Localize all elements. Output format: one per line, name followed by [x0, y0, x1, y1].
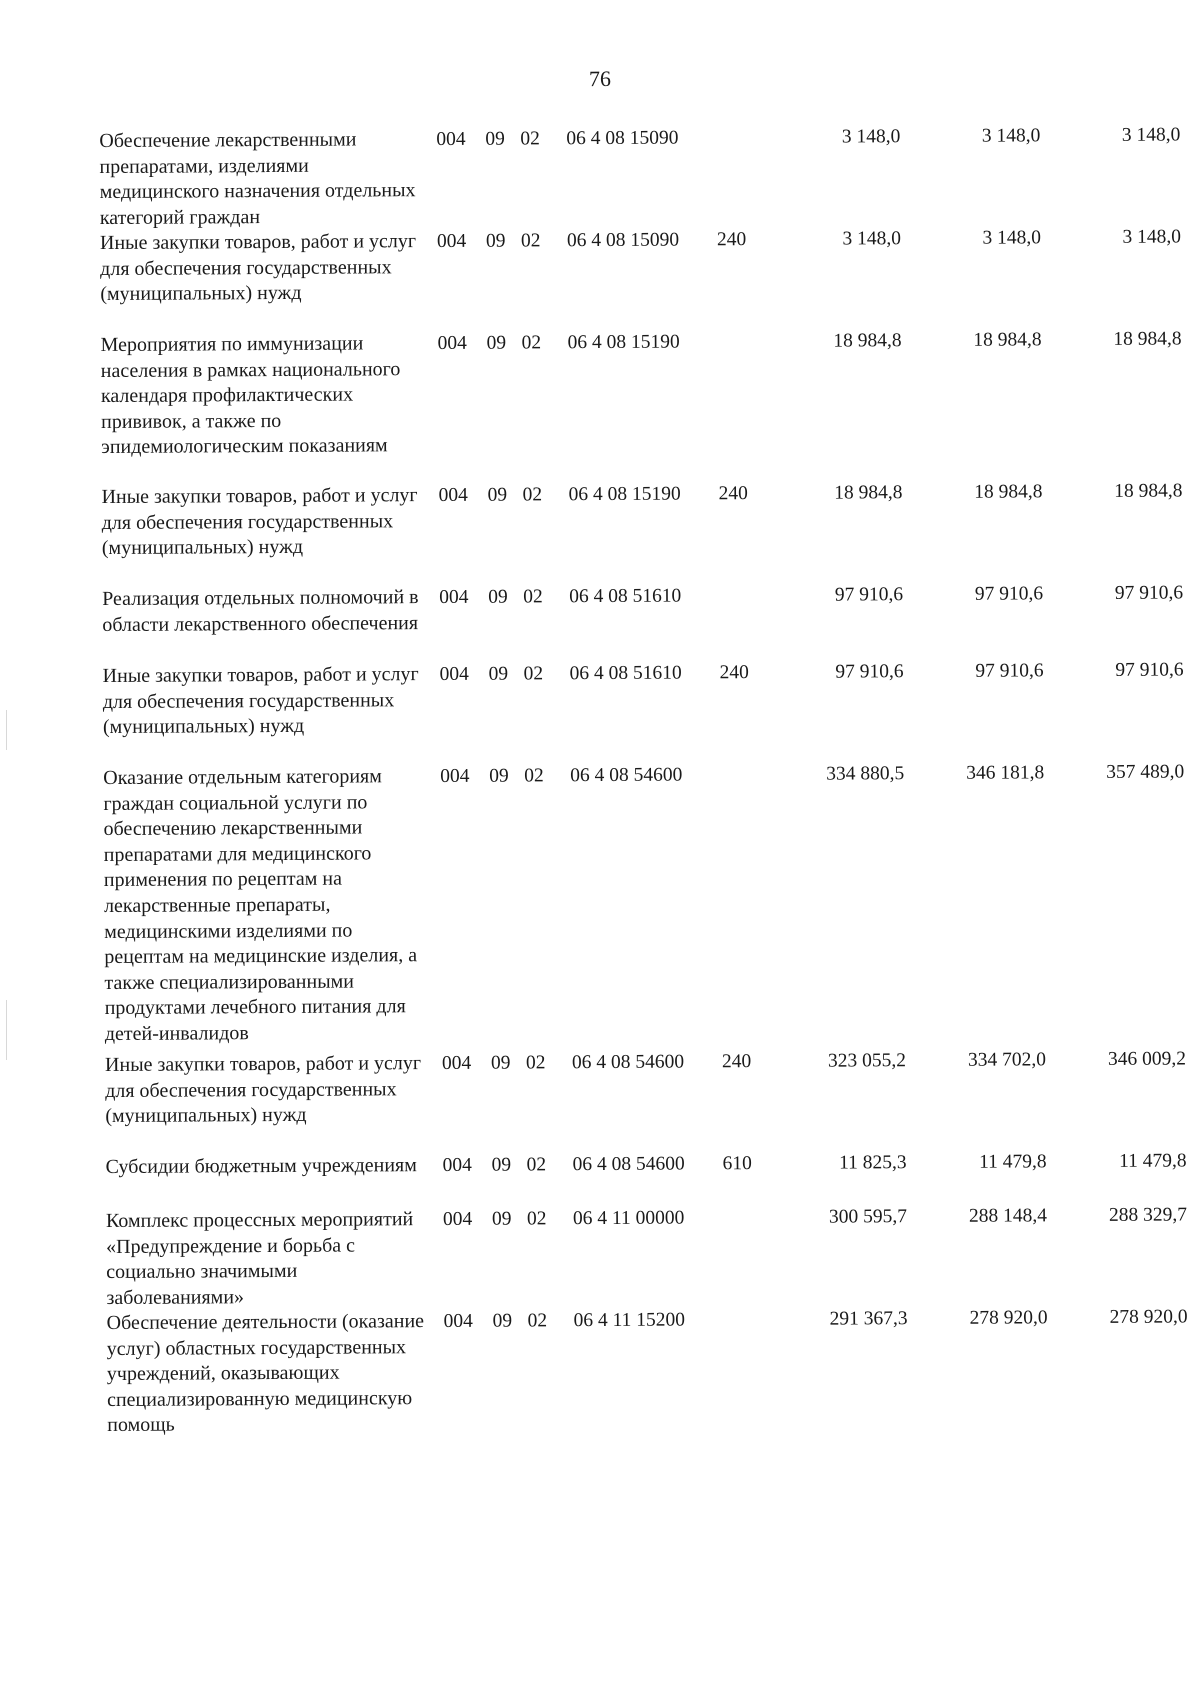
- row-section-code: 09: [487, 484, 508, 506]
- row-target-article: 06 4 08 51610: [569, 662, 682, 685]
- row-amount-2: 346 181,8: [966, 762, 1045, 784]
- table-row: [4, 759, 1200, 1045]
- row-name: Обеспечение лекарственными препаратами, изделиями медицинского назначения отдельных категорий граждан: [99, 128, 416, 229]
- row-amount-1: 3 148,0: [842, 228, 902, 250]
- row-ved-code: 004: [439, 663, 469, 685]
- row-amount-3: 357 489,0: [1106, 761, 1185, 783]
- row-amount-1: 11 825,3: [839, 1152, 907, 1174]
- row-amount-1: 334 880,5: [826, 763, 905, 785]
- row-ved-code: 004: [440, 765, 470, 787]
- row-subsection-code: 02: [521, 332, 542, 354]
- row-ved-code: 004: [442, 1208, 473, 1230]
- row-amount-2: 3 148,0: [981, 125, 1041, 147]
- row-subsection-code: 02: [523, 586, 543, 608]
- row-subsection-code: 02: [520, 128, 540, 150]
- row-target-article: 06 4 08 15190: [567, 331, 680, 354]
- row-section-code: 09: [485, 230, 506, 252]
- row-target-article: 06 4 08 54600: [571, 1051, 685, 1074]
- row-subsection-code: 02: [523, 663, 544, 685]
- row-name: Иные закупки товаров, работ и услуг для обеспечения государственных (муниципальных) нужд: [102, 663, 419, 739]
- row-expense-type: 240: [719, 662, 749, 684]
- row-subsection-code: 02: [526, 1154, 547, 1176]
- row-subsection-code: 02: [520, 230, 541, 252]
- row-amount-2: 18 984,8: [973, 329, 1042, 351]
- row-amount-1: 323 055,2: [827, 1050, 907, 1072]
- row-expense-type: 240: [716, 229, 747, 251]
- row-ved-code: 004: [437, 332, 467, 354]
- table-row: [7, 1202, 1200, 1309]
- table-row: [6, 1046, 1200, 1128]
- table-row: [2, 326, 1200, 459]
- row-amount-2: 18 984,8: [974, 481, 1043, 503]
- row-section-code: 09: [492, 1310, 513, 1332]
- row-expense-type: 240: [718, 483, 748, 505]
- row-section-code: 09: [485, 128, 505, 150]
- row-amount-1: 291 367,3: [829, 1308, 908, 1330]
- page-number: 76: [588, 65, 612, 92]
- row-target-article: 06 4 08 15090: [566, 127, 679, 150]
- row-amount-3: 18 984,8: [1114, 480, 1183, 502]
- row-ved-code: 004: [436, 128, 466, 151]
- row-amount-2: 334 702,0: [967, 1049, 1047, 1071]
- row-target-article: 06 4 08 15090: [566, 229, 680, 252]
- row-ved-code: 004: [439, 586, 469, 608]
- row-amount-2: 3 148,0: [982, 227, 1042, 249]
- row-target-article: 06 4 08 15190: [568, 483, 681, 506]
- row-ved-code: 004: [438, 484, 468, 506]
- row-amount-3: 11 479,8: [1119, 1150, 1187, 1172]
- row-section-code: 09: [488, 586, 508, 608]
- row-amount-3: 278 920,0: [1109, 1306, 1188, 1328]
- row-amount-3: 97 910,6: [1115, 659, 1184, 681]
- row-subsection-code: 02: [527, 1310, 548, 1332]
- row-amount-3: 3 148,0: [1122, 226, 1182, 248]
- row-amount-3: 18 984,8: [1113, 328, 1182, 350]
- row-name: Реализация отдельных полномочий в области лекарственного обеспечения: [102, 586, 419, 636]
- row-ved-code: 004: [443, 1310, 473, 1332]
- row-amount-3: 288 329,7: [1108, 1204, 1188, 1226]
- scan-edge-mark: [6, 710, 7, 750]
- row-subsection-code: 02: [526, 1208, 547, 1230]
- scan-edge-mark: [6, 1000, 7, 1060]
- table-row: [0, 122, 1200, 229]
- row-section-code: 09: [488, 663, 509, 685]
- row-amount-3: 3 148,0: [1121, 124, 1181, 146]
- row-section-code: 09: [491, 1154, 512, 1176]
- row-name: Комплекс процессных мероприятий «Предупреждение и борьба с социально значимыми заболеваниями»: [105, 1208, 414, 1309]
- row-subsection-code: 02: [525, 1052, 546, 1074]
- table-row: [3, 580, 1200, 636]
- row-name: Иные закупки товаров, работ и услуг для обеспечения государственных (муниципальных) нужд: [104, 1052, 422, 1128]
- row-ved-code: 004: [436, 230, 467, 252]
- row-subsection-code: 02: [524, 765, 544, 787]
- row-section-code: 09: [489, 765, 509, 787]
- table-row: [7, 1148, 1200, 1179]
- row-name: Субсидии бюджетным учреждениям: [105, 1154, 417, 1179]
- row-amount-3: 346 009,2: [1107, 1048, 1187, 1070]
- row-amount-2: 11 479,8: [979, 1151, 1047, 1173]
- row-amount-1: 300 595,7: [828, 1206, 908, 1228]
- row-name: Иные закупки товаров, работ и услуг для обеспечения государственных (муниципальных) нужд: [99, 230, 417, 306]
- table-row: [2, 478, 1200, 560]
- row-section-code: 09: [486, 332, 507, 354]
- row-expense-type: 610: [722, 1153, 752, 1175]
- row-name: Иные закупки товаров, работ и услуг для обеспечения государственных (муниципальных) нужд: [101, 484, 418, 560]
- row-target-article: 06 4 08 54600: [570, 764, 683, 787]
- row-amount-1: 18 984,8: [833, 330, 902, 352]
- row-target-article: 06 4 11 15200: [573, 1309, 686, 1332]
- row-target-article: 06 4 08 54600: [572, 1153, 685, 1176]
- row-subsection-code: 02: [522, 484, 543, 506]
- row-ved-code: 004: [441, 1052, 472, 1074]
- row-section-code: 09: [490, 1052, 511, 1074]
- row-amount-2: 97 910,6: [974, 583, 1044, 605]
- row-amount-3: 97 910,6: [1114, 582, 1184, 604]
- table-row: [4, 657, 1200, 739]
- row-ved-code: 004: [442, 1154, 472, 1176]
- row-amount-1: 97 910,6: [835, 661, 904, 683]
- row-name: Оказание отдельным категориям граждан социальной услуги по обеспечению лекарственными препаратами для медицинского применения по рецептам на лекарственные препараты, медицинскими изделиями по рецептам на медицинские изделия, а также специализированными продуктами лечебного питания для детей-инвалидов: [103, 765, 418, 1045]
- row-amount-2: 278 920,0: [969, 1307, 1048, 1329]
- row-expense-type: 240: [721, 1051, 752, 1073]
- row-amount-1: 3 148,0: [841, 126, 901, 148]
- row-amount-2: 288 148,4: [968, 1205, 1048, 1227]
- row-amount-2: 97 910,6: [975, 660, 1044, 682]
- row-section-code: 09: [491, 1208, 512, 1230]
- row-target-article: 06 4 08 51610: [569, 585, 682, 608]
- row-amount-1: 18 984,8: [834, 482, 903, 504]
- row-name: Обеспечение деятельности (оказание услуг) областных государственных учреждений, оказывающих специализированную медицинскую помощь: [106, 1310, 425, 1437]
- row-target-article: 06 4 11 00000: [572, 1207, 685, 1230]
- row-name: Мероприятия по иммунизации населения в рамках национального календаря профилактических прививок, а также по эпидемиологическим показаниям: [100, 332, 401, 459]
- row-amount-1: 97 910,6: [834, 584, 904, 606]
